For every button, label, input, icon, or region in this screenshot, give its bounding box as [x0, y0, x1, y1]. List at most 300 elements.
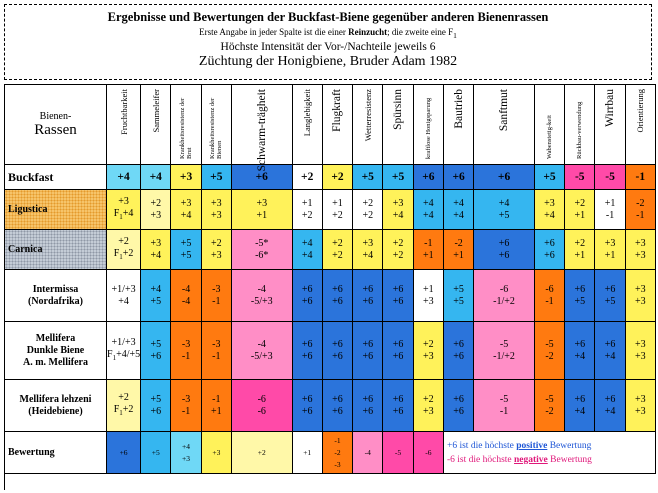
intensity-line: Höchste Intensität der Vor-/Nachteile jeweils 6: [220, 40, 436, 53]
column-label: Langlebigkeit: [302, 89, 313, 137]
title-box: [4, 4, 652, 80]
legend-swatch: [383, 432, 413, 474]
rating-cell: [474, 230, 535, 270]
cell-value: +2: [423, 393, 434, 405]
cell-value: +6: [332, 295, 343, 307]
cell-value: +6: [497, 171, 511, 183]
legend-swatch: [293, 432, 323, 474]
rating-cell: [444, 190, 474, 230]
legend-swatch: [323, 432, 353, 474]
cell-value: +6: [301, 350, 313, 362]
rating-cell: [202, 230, 232, 270]
cell-value: +4: [392, 209, 404, 221]
column-header: [414, 85, 444, 165]
cell-value: +6: [301, 338, 313, 350]
cell-value: -5/+3: [250, 295, 273, 307]
row-name: Mellifera Dunkle Biene A. m. Mellifera: [23, 332, 88, 368]
row-header: [5, 270, 107, 322]
cell-value: +1: [301, 197, 313, 209]
rating-cell: [595, 190, 625, 230]
cell-value: -3: [212, 338, 221, 350]
legend-swatch: [353, 432, 383, 474]
cell-value: +5: [150, 295, 162, 307]
column-label: Wabenstetig-keit: [545, 115, 553, 159]
rating-cell: [232, 270, 293, 322]
cell-value: +6: [392, 350, 404, 362]
column-header: [535, 85, 565, 165]
cell-value: +6: [604, 393, 616, 405]
cell-value: -3: [181, 393, 191, 405]
cell-value: +6: [392, 393, 404, 405]
row-name: Ligustica: [8, 203, 48, 215]
cell-value: +5: [498, 209, 510, 221]
cell-value: +3: [604, 237, 616, 249]
cell-value: $F_1+2$: [113, 248, 134, 261]
row-name: Buckfast: [8, 170, 54, 184]
rating-cell: [293, 322, 323, 380]
cell-value: -5: [574, 171, 585, 183]
column-label: Schwarm-trägheit: [255, 89, 268, 172]
cell-value: +6: [452, 171, 465, 183]
cell-value: +6: [362, 338, 374, 350]
cell-value: $F_1+4$: [113, 208, 134, 221]
legend-positive-pre: +6 ist die höchste: [446, 440, 517, 451]
cell-value: -1/+2: [493, 350, 515, 362]
cell-value: -5: [545, 393, 554, 405]
column-header: [107, 85, 141, 165]
rating-cell: [323, 190, 353, 230]
cell-value: +4: [604, 350, 616, 362]
cell-value: +3: [635, 283, 646, 295]
cell-value: +3: [180, 197, 192, 209]
cell-value: -6: [257, 393, 266, 405]
rating-cell: [202, 190, 232, 230]
row-header: [5, 190, 107, 230]
cell-value: -1: [545, 295, 554, 307]
cell-value: +5: [453, 283, 464, 295]
cell-value: +6: [332, 405, 343, 417]
rating-cell: [232, 322, 293, 380]
cell-value: -1: [212, 350, 221, 362]
cell-value: +6: [422, 171, 435, 183]
row-header: [5, 165, 107, 190]
cell-value: +6: [604, 283, 616, 295]
rating-cell: [141, 190, 171, 230]
row-header: [5, 322, 107, 380]
cell-value: +6: [362, 350, 374, 362]
cell-value: -6: [425, 447, 432, 457]
rating-cell: [383, 270, 413, 322]
cell-value: +6: [332, 350, 343, 362]
cell-value: +2: [332, 249, 343, 261]
cell-value: +6: [362, 283, 374, 295]
cell-value: +3: [182, 453, 191, 463]
rating-cell: [535, 190, 565, 230]
column-label: Fruchtbarkeit: [118, 89, 129, 135]
column-header: [595, 85, 625, 165]
rating-cell: [565, 322, 595, 380]
note-line: [5, 27, 651, 40]
column-label: Sanftmut: [498, 89, 511, 132]
corner-line2: Rassen: [34, 121, 77, 138]
rating-cell: [141, 380, 171, 432]
cell-value: +6: [301, 393, 313, 405]
subtitle: Züchtung der Honigbiene, Bruder Adam 1982: [198, 53, 458, 69]
rating-cell: [202, 270, 232, 322]
rating-cell: [353, 165, 383, 190]
legend-swatch: [107, 432, 141, 474]
rating-cell: [232, 380, 293, 432]
cell-value: +2: [362, 209, 374, 221]
cell-value: +1: [604, 249, 616, 261]
cell-value: +6: [604, 338, 616, 350]
cell-value: +6: [362, 295, 374, 307]
cell-value: +4: [301, 249, 313, 261]
rating-cell: [171, 270, 201, 322]
legend-explanation: [444, 432, 656, 474]
cell-value: +3: [635, 237, 646, 249]
rating-cell: [626, 230, 656, 270]
rating-cell: [323, 270, 353, 322]
corner-line1: Bienen-: [39, 110, 72, 122]
rating-cell: [474, 165, 535, 190]
cell-value: -5/+3: [250, 350, 273, 362]
cell-value: +6: [453, 338, 464, 350]
cell-value: -1: [635, 171, 646, 183]
cell-value: -4: [364, 447, 371, 457]
comparison-table: [4, 84, 656, 490]
rating-cell: [141, 270, 171, 322]
rating-cell: [353, 380, 383, 432]
cell-value: +4: [117, 171, 130, 183]
rating-cell: [293, 190, 323, 230]
cell-value: +5: [391, 171, 405, 183]
rating-cell: [171, 380, 201, 432]
cell-value: +6: [392, 338, 404, 350]
rating-cell: [474, 380, 535, 432]
legend-negative: [447, 453, 655, 467]
rating-cell: [565, 230, 595, 270]
cell-value: +3: [635, 393, 646, 405]
cell-value: +4: [498, 197, 510, 209]
cell-value: +3: [179, 171, 193, 183]
column-label: Rückbau-verwendung: [576, 101, 584, 159]
cell-value: +2: [362, 197, 374, 209]
rating-cell: [171, 165, 201, 190]
cell-value: +4: [150, 249, 162, 261]
cell-value: +6: [332, 338, 343, 350]
cell-value: -4: [257, 283, 266, 295]
cell-value: +4: [362, 249, 374, 261]
cell-value: +2: [211, 237, 222, 249]
column-header: [474, 85, 535, 165]
legend-swatch: [232, 432, 293, 474]
column-header: [293, 85, 323, 165]
cell-value: -1: [212, 393, 221, 405]
cell-value: +3: [423, 350, 434, 362]
column-header: [353, 85, 383, 165]
rating-cell: [414, 165, 444, 190]
rating-cell: [107, 380, 141, 432]
cell-value: -1/+2: [493, 295, 515, 307]
cell-value: +4: [574, 405, 586, 417]
cell-value: $F_1+2$: [113, 404, 134, 417]
rating-cell: [202, 322, 232, 380]
cell-value: +2: [331, 171, 344, 183]
rating-cell: [353, 190, 383, 230]
cell-value: +6: [544, 237, 555, 249]
cell-value: +1: [256, 209, 268, 221]
cell-value: -1: [499, 405, 509, 417]
cell-value: +3: [362, 237, 374, 249]
rating-cell: [474, 322, 535, 380]
cell-value: +3: [423, 405, 434, 417]
rating-cell: [535, 270, 565, 322]
rating-cell: [141, 165, 171, 190]
rating-cell: [353, 270, 383, 322]
note-bold: Reinzucht: [348, 27, 388, 37]
cell-value: +6: [255, 171, 268, 183]
row-header: [5, 230, 107, 270]
rating-cell: [383, 322, 413, 380]
cell-value: -1: [636, 209, 645, 221]
rating-cell: [444, 380, 474, 432]
legend-positive-bold: positive: [516, 440, 548, 451]
rating-cell: [535, 165, 565, 190]
cell-value: +6: [453, 393, 464, 405]
cell-value: +4: [301, 237, 313, 249]
rating-cell: [107, 322, 141, 380]
column-header: [444, 85, 474, 165]
column-label: Flugkraft: [331, 89, 344, 132]
cell-value: -1: [181, 405, 191, 417]
legend-swatch: [202, 432, 232, 474]
legend-name: Bewertung: [8, 446, 55, 458]
rating-cell: [107, 230, 141, 270]
rating-cell: [414, 380, 444, 432]
cell-value: +3: [150, 209, 162, 221]
rating-cell: [474, 270, 535, 322]
cell-value: +5: [361, 171, 374, 183]
page-title: Ergebnisse und Bewertungen der Buckfast-Biene gegenüber anderen Bienenrassen: [107, 10, 549, 24]
cell-value: +2: [574, 197, 586, 209]
cell-value: +3: [544, 197, 555, 209]
cell-value: +2: [257, 447, 266, 457]
rating-cell: [107, 190, 141, 230]
cell-value: +6: [150, 350, 162, 362]
legend-negative-pre: -6 ist die höchste: [446, 454, 514, 465]
rating-cell: [414, 270, 444, 322]
cell-value: +6: [362, 405, 374, 417]
cell-value: +6: [498, 249, 510, 261]
rating-cell: [626, 190, 656, 230]
rating-cell: [171, 230, 201, 270]
rating-cell: [414, 322, 444, 380]
cell-value: +6: [301, 283, 313, 295]
legend-swatch: [171, 432, 201, 474]
rating-cell: [595, 380, 625, 432]
rating-cell: [565, 165, 595, 190]
column-label: Wetterresistenz: [362, 89, 373, 142]
cell-value: -2: [334, 447, 341, 457]
cell-value: +1: [423, 283, 434, 295]
cell-value: +2: [118, 392, 129, 403]
rating-cell: [626, 380, 656, 432]
cell-value: +1/+3: [111, 337, 136, 348]
rating-cell: [293, 380, 323, 432]
corner-header: [5, 85, 107, 165]
cell-value: -1: [334, 435, 341, 445]
rating-cell: [474, 190, 535, 230]
cell-value: +6: [453, 405, 464, 417]
rating-cell: [293, 270, 323, 322]
cell-value: +1: [303, 447, 312, 457]
cell-value: +6: [392, 405, 404, 417]
rating-cell: [232, 190, 293, 230]
column-header: [232, 85, 293, 172]
cell-value: +2: [574, 237, 586, 249]
cell-value: -5: [605, 171, 615, 183]
cell-value: +6: [392, 283, 404, 295]
cell-value: -5: [499, 338, 509, 350]
rating-cell: [535, 322, 565, 380]
cell-value: +1: [423, 249, 434, 261]
cell-value: +4: [453, 197, 464, 209]
column-label: Krankheitsresistenz der Bienen: [209, 97, 224, 159]
row-name: Intermissa (Nordafrika): [28, 283, 83, 307]
cell-value: +4: [150, 283, 162, 295]
column-label: Bautrieb: [452, 89, 465, 129]
rating-cell: [202, 165, 232, 190]
cell-value: +2: [392, 249, 404, 261]
column-label: Sammeleifer: [150, 89, 161, 133]
cell-value: +5: [150, 393, 162, 405]
cell-value: +5: [180, 249, 192, 261]
cell-value: -5: [499, 393, 509, 405]
rating-cell: [383, 380, 413, 432]
rating-cell: [107, 165, 141, 190]
cell-value: +3: [392, 197, 404, 209]
rating-cell: [353, 322, 383, 380]
cell-value: +4: [604, 405, 616, 417]
rating-cell: [171, 322, 201, 380]
cell-value: +6: [498, 237, 510, 249]
cell-value: +4: [118, 295, 129, 307]
legend-negative-post: Bewertung: [547, 454, 592, 465]
cell-value: +3: [635, 350, 646, 362]
cell-value: +6: [453, 350, 464, 362]
cell-value: +6: [332, 393, 343, 405]
cell-value: -3: [181, 338, 191, 350]
note-sub: 1: [453, 30, 457, 40]
cell-value: +6: [150, 405, 162, 417]
cell-value: +6: [574, 393, 586, 405]
cell-value: -6: [257, 405, 266, 417]
cell-value: +6: [362, 393, 374, 405]
rating-cell: [383, 230, 413, 270]
column-label: Krankheitsresistenz der Brut: [179, 97, 194, 159]
rating-cell: [383, 190, 413, 230]
cell-value: +5: [210, 171, 223, 183]
cell-value: +1: [574, 209, 586, 221]
cell-value: +6: [574, 283, 586, 295]
cell-value: +3: [635, 295, 646, 307]
rating-cell: [626, 322, 656, 380]
cell-value: +3: [150, 237, 162, 249]
cell-value: +2: [118, 236, 129, 247]
cell-value: +6: [119, 447, 128, 457]
cell-value: +6: [301, 405, 313, 417]
rating-cell: [444, 322, 474, 380]
cell-value: -4: [181, 283, 191, 295]
column-label: Orientierung: [635, 89, 646, 133]
rating-cell: [565, 380, 595, 432]
cell-value: -2: [636, 197, 645, 209]
column-header: [565, 85, 595, 165]
rating-cell: [414, 190, 444, 230]
rating-cell: [626, 165, 656, 190]
cell-value: +2: [332, 209, 343, 221]
cell-value: +3: [212, 447, 221, 457]
column-label: Wirrbau: [604, 89, 617, 127]
cell-value: +4: [149, 171, 162, 183]
cell-value: +5: [543, 171, 556, 183]
rating-cell: [444, 230, 474, 270]
rating-cell: [595, 322, 625, 380]
cell-value: +2: [301, 209, 313, 221]
column-header: [171, 85, 201, 165]
cell-value: -5: [394, 447, 402, 457]
cell-value: +3: [635, 405, 646, 417]
rating-cell: [232, 230, 293, 270]
legend-swatch: [141, 432, 171, 474]
cell-value: -3: [334, 459, 341, 469]
rating-cell: [141, 230, 171, 270]
row-name: Carnica: [8, 243, 43, 255]
cell-value: -5*: [255, 237, 269, 249]
cell-value: +1: [453, 249, 464, 261]
cell-value: +2: [392, 237, 404, 249]
cell-value: +1: [211, 405, 222, 417]
cell-value: +1: [604, 197, 616, 209]
rating-cell: [353, 230, 383, 270]
row-header: [5, 380, 107, 432]
legend-row-header: [5, 432, 107, 474]
cell-value: +3: [211, 209, 222, 221]
column-label: Spürsinn: [392, 89, 405, 130]
cell-value: +5: [150, 338, 162, 350]
cell-value: -6: [545, 283, 554, 295]
column-label: kraftlose Honigsparung: [424, 97, 432, 159]
rating-cell: [444, 270, 474, 322]
rating-cell: [565, 190, 595, 230]
rating-cell: [293, 165, 323, 190]
legend-negative-bold: negative: [514, 454, 548, 465]
cell-value: +4: [180, 209, 192, 221]
note-suffix: ; die zweite eine F: [387, 27, 454, 37]
cell-value: +2: [423, 338, 434, 350]
cell-value: -2: [545, 350, 554, 362]
cell-value: +5: [604, 295, 616, 307]
rating-cell: [202, 380, 232, 432]
cell-value: +5: [180, 237, 192, 249]
cell-value: +4: [423, 197, 434, 209]
cell-value: +6: [544, 249, 555, 261]
cell-value: -2: [545, 405, 554, 417]
rating-cell: [323, 230, 353, 270]
column-header: [141, 85, 171, 165]
cell-value: +3: [211, 197, 222, 209]
